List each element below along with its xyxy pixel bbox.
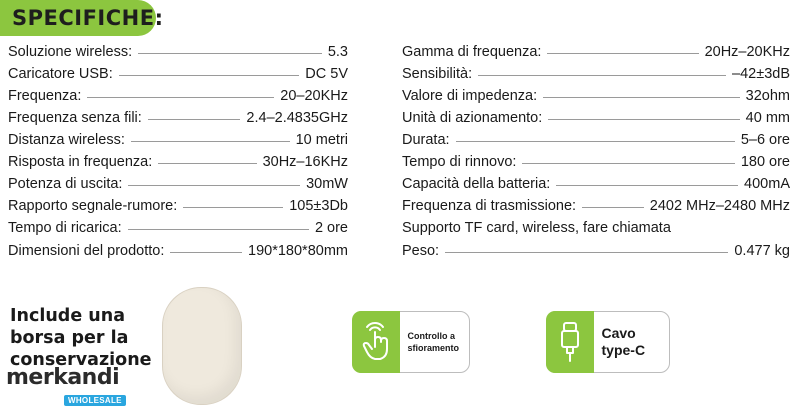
spec-label: Distanza wireless: [8, 132, 125, 148]
spec-row [402, 85, 790, 107]
spec-value: 2 ore [314, 220, 348, 236]
spec-row [8, 195, 348, 217]
leader-line [522, 163, 734, 164]
spec-row [8, 63, 348, 85]
spec-label: Peso: [402, 243, 440, 259]
leader-line [131, 141, 290, 142]
leader-line [543, 97, 740, 98]
feature-line: Cavo [601, 325, 636, 341]
spec-row [402, 129, 790, 151]
specs-right-column [402, 41, 790, 263]
spec-label: Gamma di frequenza: [402, 44, 542, 60]
include-line: conservazione [10, 350, 152, 370]
logo-tag: WHOLESALE [64, 395, 126, 406]
spec-label: Risposta in frequenza: [8, 154, 153, 170]
spec-row [8, 173, 348, 195]
leader-line [548, 119, 739, 120]
spec-row [402, 151, 790, 173]
spec-row [402, 107, 790, 129]
spec-label: Tempo di ricarica: [8, 220, 122, 236]
spec-label: Unità di azionamento: [402, 110, 543, 126]
spec-value: 5–6 ore [740, 132, 790, 148]
spec-row [402, 173, 790, 195]
leader-line [478, 75, 726, 76]
spec-value: 2402 MHz–2480 MHz [649, 198, 790, 214]
leader-line [128, 229, 309, 230]
spec-label: Rapporto segnale-rumore: [8, 198, 178, 214]
spec-value: 20–20KHz [280, 88, 348, 104]
feature-usb-c [546, 311, 670, 373]
spec-label: Valore di impedenza: [402, 88, 538, 104]
spec-row [402, 195, 790, 217]
spec-value: 30Hz–16KHz [262, 154, 348, 170]
spec-value: 190*180*80mm [248, 243, 348, 259]
specs-left-column [8, 41, 348, 263]
spec-label: Soluzione wireless: [8, 44, 133, 60]
feature-line: sfioramento [407, 343, 460, 353]
leader-line [556, 185, 738, 186]
spec-label: Sensibilità: [402, 66, 473, 82]
spec-label: Durata: [402, 132, 450, 148]
spec-label: Dimensioni del prodotto: [8, 243, 165, 259]
spec-row [402, 41, 790, 63]
leader-line [148, 119, 241, 120]
spec-label: Capacità della batteria: [402, 176, 551, 192]
feature-label [594, 325, 646, 359]
leader-line [138, 53, 322, 54]
leader-line [547, 53, 698, 54]
leader-line [582, 207, 644, 208]
merkandi-logo [6, 366, 126, 408]
specs-title: SPECIFICHE: [12, 6, 164, 30]
usb-c-cable-icon [546, 311, 594, 373]
spec-row [8, 239, 348, 263]
spec-label: Frequenza: [8, 88, 82, 104]
spec-row [8, 129, 348, 151]
spec-value: DC 5V [305, 66, 348, 82]
spec-value: 20Hz–20KHz [704, 44, 790, 60]
spec-value: 2.4–2.4835GHz [246, 110, 348, 126]
leader-line [170, 252, 242, 253]
spec-row [402, 239, 790, 263]
include-line: borsa per la [10, 328, 129, 348]
spec-row [8, 151, 348, 173]
spec-label: Frequenza di trasmissione: [402, 198, 577, 214]
specs-banner [0, 0, 164, 36]
feature-label [400, 330, 460, 354]
feature-line: type-C [601, 342, 646, 358]
spec-row [402, 63, 790, 85]
include-line: Include una [10, 306, 126, 326]
storage-pouch-image [162, 287, 242, 405]
feature-line: Controllo a [407, 331, 455, 341]
spec-value: 40 mm [745, 110, 790, 126]
touch-hand-icon [352, 311, 400, 373]
leader-line [445, 252, 728, 253]
leader-line [119, 75, 300, 76]
spec-row [8, 41, 348, 63]
spec-value: 5.3 [327, 44, 348, 60]
spec-label: Potenza di uscita: [8, 176, 123, 192]
feature-touch-control [352, 311, 470, 373]
spec-value: 0.477 kg [734, 243, 790, 259]
spec-label: Frequenza senza fili: [8, 110, 142, 126]
spec-label: Tempo di rinnovo: [402, 154, 517, 170]
spec-value: 105±3Db [289, 198, 348, 214]
spec-value: 180 ore [740, 154, 790, 170]
spec-value: 30mW [306, 176, 348, 192]
spec-value: 10 metri [295, 132, 348, 148]
leader-line [128, 185, 300, 186]
included-pouch-text [10, 305, 160, 371]
spec-row [8, 85, 348, 107]
spec-label: Supporto TF card, wireless, fare chiamata [402, 220, 671, 236]
logo-word: merkandi [6, 365, 120, 390]
leader-line [456, 141, 735, 142]
leader-line [183, 207, 283, 208]
spec-label: Caricatore USB: [8, 66, 113, 82]
spec-row [8, 217, 348, 239]
spec-row [8, 107, 348, 129]
leader-line [158, 163, 256, 164]
spec-value: –42±3dB [732, 66, 790, 82]
spec-value: 400mA [744, 176, 790, 192]
spec-row [402, 217, 790, 239]
spec-value: 32ohm [745, 88, 790, 104]
leader-line [87, 97, 274, 98]
